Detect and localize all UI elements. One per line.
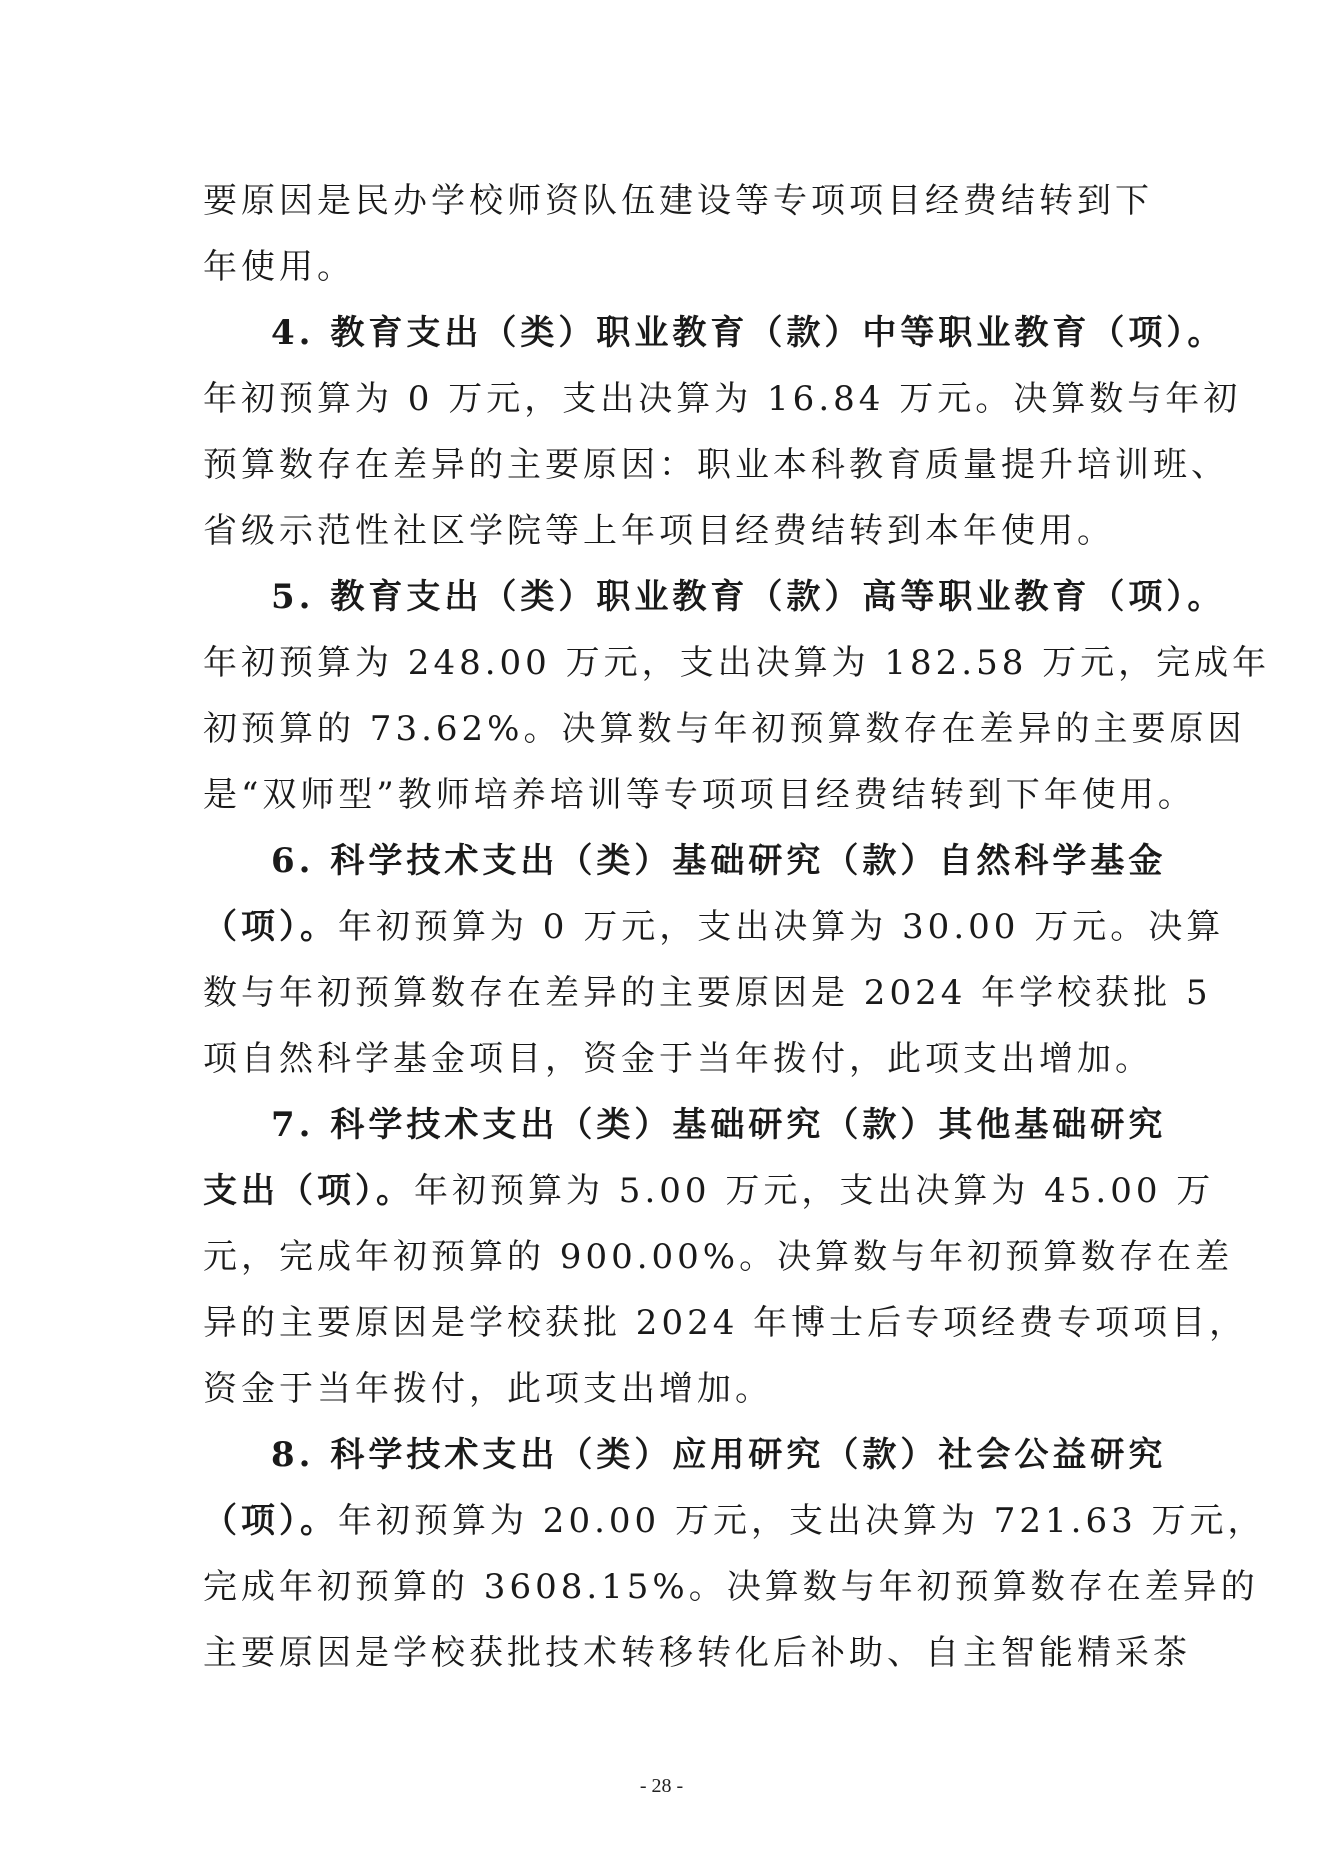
- text-line: [203, 1488, 1266, 1554]
- text-line: [203, 366, 1242, 432]
- text-segment: 支出（项）。: [203, 1171, 414, 1211]
- text-segment: 5. 教育支出（类）职业教育（款）高等职业教育（项）。: [271, 577, 1226, 617]
- text-segment: 完成年初预算的 3608.15%。决算数与年初预算数存在差异的: [203, 1567, 1259, 1607]
- text-segment: 8. 科学技术支出（类）应用研究（款）社会公益研究: [271, 1435, 1167, 1475]
- text-line: [203, 498, 1125, 564]
- text-segment: 年初预算为 0 万元，支出决算为 30.00 万元。决算: [338, 907, 1225, 947]
- text-line: [203, 1356, 1125, 1422]
- text-line: [203, 696, 1246, 762]
- section-heading-6: [203, 828, 1167, 894]
- section-heading-5: [203, 564, 1226, 630]
- text-line: [203, 1224, 1234, 1290]
- text-segment: 年初预算为 20.00 万元，支出决算为 721.63 万元，: [338, 1501, 1266, 1541]
- text-line: [203, 1554, 1259, 1620]
- text-segment: 年初预算为 248.00 万元，支出决算为 182.58 万元，完成年: [203, 643, 1271, 683]
- section-heading-4: [203, 300, 1226, 366]
- text-segment: 年使用。: [203, 247, 355, 287]
- section-heading-7: [203, 1092, 1167, 1158]
- text-line: [203, 762, 1196, 828]
- text-segment: 7. 科学技术支出（类）基础研究（款）其他基础研究: [271, 1105, 1167, 1145]
- text-segment: 要原因是民办学校师资队伍建设等专项项目经费结转到下: [203, 181, 1153, 221]
- text-segment: 年初预算为 5.00 万元，支出决算为 45.00 万: [414, 1171, 1215, 1211]
- text-segment: 年初预算为 0 万元，支出决算为 16.84 万元。决算数与年初: [203, 379, 1242, 419]
- section-heading-8: [203, 1422, 1167, 1488]
- text-segment: 初预算的 73.62%。决算数与年初预算数存在差异的主要原因: [203, 709, 1246, 749]
- document-body: [203, 168, 1271, 1686]
- text-segment: 是“双师型”教师培养培训等专项项目经费结转到下年使用。: [203, 775, 1196, 815]
- text-line: [203, 1290, 1248, 1356]
- text-line: [203, 1620, 1191, 1686]
- text-segment: 数与年初预算数存在差异的主要原因是 2024 年学校获批 5: [203, 973, 1212, 1013]
- text-segment: 项自然科学基金项目，资金于当年拨付，此项支出增加。: [203, 1039, 1153, 1079]
- text-segment: 4. 教育支出（类）职业教育（款）中等职业教育（项）。: [271, 313, 1226, 353]
- text-line: [203, 1158, 1215, 1224]
- text-segment: 元，完成年初预算的 900.00%。决算数与年初预算数存在差: [203, 1237, 1234, 1277]
- text-segment: 资金于当年拨付，此项支出增加。: [203, 1369, 773, 1409]
- text-segment: 省级示范性社区学院等上年项目经费结转到本年使用。: [203, 511, 1115, 551]
- text-line: [203, 630, 1271, 696]
- text-segment: 预算数存在差异的主要原因：职业本科教育质量提升培训班、: [203, 445, 1229, 485]
- text-line: [203, 960, 1212, 1026]
- text-line: [203, 234, 1125, 300]
- text-segment: 异的主要原因是学校获批 2024 年博士后专项经费专项项目，: [203, 1303, 1248, 1343]
- page-number: - 28 -: [639, 1775, 684, 1797]
- text-line: [203, 894, 1225, 960]
- text-segment: 6. 科学技术支出（类）基础研究（款）自然科学基金: [271, 841, 1167, 881]
- text-line: [203, 1026, 1153, 1092]
- text-segment: （项）。: [203, 1501, 338, 1541]
- text-line: [203, 168, 1153, 234]
- text-segment: 主要原因是学校获批技术转移转化后补助、自主智能精采茶: [203, 1633, 1191, 1673]
- text-segment: （项）。: [203, 907, 338, 947]
- text-line: [203, 432, 1229, 498]
